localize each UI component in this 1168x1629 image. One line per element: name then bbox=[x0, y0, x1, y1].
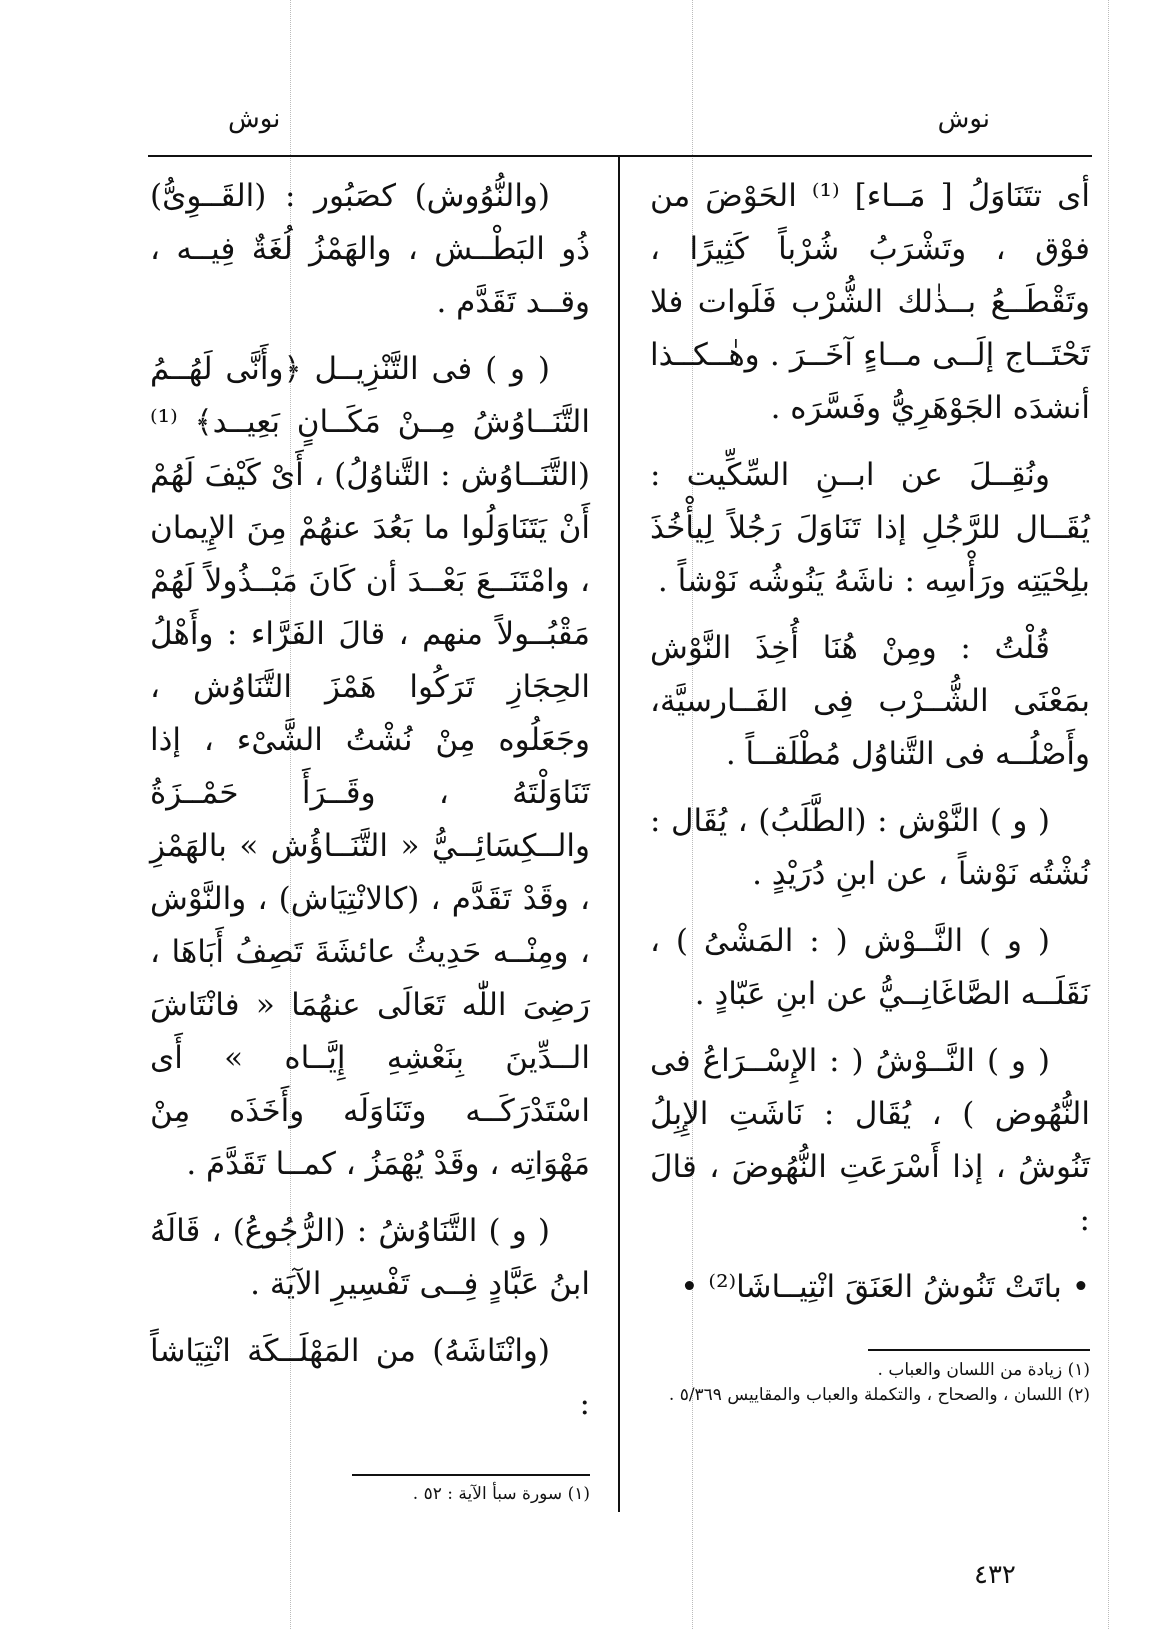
paragraph: ( و ) النَّوْش : (الطَّلَبُ) ، يُقَال : نُشْتُه نَوْشاً ، عن ابنِ دُرَيْدٍ . bbox=[650, 803, 1090, 892]
paragraph: ونُقِــلَ عن ابــنِ السِّكِّيت : يُقَــال للرَّجُلِ إذا تَنَاوَلَ رَجُلاً لِيأْخُذَ بلِحْيَتِه ورَأْسِه : ناشَهُ يَنُوشُه نَوْشاً . bbox=[650, 457, 1090, 599]
paragraph: أى تتَنَاوَلُ [ مَــاء] ⁽¹⁾ الحَوْضَ من فوْق ، وتَشْرَبُ شُرْباً كَثِيرًا ، وتَقْطَــعُ بــذٰلك الشُّرْب فَلَوات فلا تَحْتَــاج إلَــى مــاءٍ آخَــرَ . وهٰــكــذا أنشدَه الجَوْهَرِيُّ وفَسَّرَه . bbox=[650, 178, 1090, 426]
page-number: ٤٣٢ bbox=[974, 1560, 1016, 1590]
verse-line: • باتَتْ تَنُوشُ العَنَقَ انْتِيــاشَا⁽²⁾ • bbox=[680, 1269, 1090, 1305]
footnote: (١) زيادة من اللسان والعباب . bbox=[877, 1360, 1090, 1380]
column-divider bbox=[618, 157, 620, 1512]
footnote-rule bbox=[352, 1474, 590, 1476]
footnotes-left bbox=[150, 1482, 590, 1507]
running-header-left: نوش bbox=[228, 104, 281, 134]
running-header-right: نوش bbox=[937, 104, 990, 134]
footnote: (١) سورة سبأ الآية : ٥٢ . bbox=[412, 1484, 590, 1504]
paragraph: (وانْتَاشَهُ) من المَهْلَــكَة انْتِيَاشاً : bbox=[150, 1333, 590, 1422]
paragraph: ( و ) فى التَّنْزِيــل ﴿وأَنَّى لَهُــمُ التَّنَــاوُشُ مِــنْ مَكَــانٍ بَعِيــد﴾ ⁽¹⁾ (التَّنَــاوُش : التَّناوُلُ) ، أَىْ كَيْفَ لَهُمْ أَنْ يَتَنَاوَلُوا ما بَعُدَ عنهُمْ مِنَ الإِيمان ، وامْتَنَــعَ بَعْــدَ أن كَانَ مَبْــذُولاً لَهُمْ مَقْبُــولاً منهم ، قالَ الفَرَّاء : وأَهْلُ الحِجَازِ تَرَكُوا هَمْزَ التَّنَاوُش ، وجَعَلُوه مِنْ نُشْتُ الشَّىْء ، إذا تَنَاوَلْتَهُ ، وقَــرَأَ حَمْــزَةُ والــكِسَائِــيُّ « التَّنَــاؤُش » بالهَمْزِ ، وقَدْ تَقَدَّم ، (كالانْتِيَاش) ، والنَّوْش ، ومِنْــه حَدِيثُ عائشَةَ تَصِفُ أَبَاهَا ، رَضِىَ اللّٰه تَعَالَى عنهُمَا « فانْتَاشَ الــدِّينَ بِنَعْشِهِ إِيَّــاه » أَى اسْتَدْرَكَــه وتَنَاوَلَه وأَخَذَه مِنْ مَهْوَاتِه ، وقَدْ يُهْمَزُ ، كمــا تَقَدَّمَ . bbox=[150, 351, 590, 1182]
paragraph: (والنُّوُوش) كصَبُور : (القَــوِىُّ) ذُو البَطْــش ، والهَمْزُ لُغَةٌ فِيــه ، وقــد تَقَدَّم . bbox=[150, 178, 590, 320]
header-rule bbox=[148, 155, 1092, 157]
scan-artifact-line bbox=[1108, 0, 1109, 1629]
paragraph: قُلْتُ : ومِنْ هُنَا أُخِذَ النَّوْش بمَعْنَى الشُّــرْب فِى الفَــارسيَّة، وأَصْلُــه فى التَّناوُل مُطْلَقــاً . bbox=[650, 630, 1090, 772]
left-column bbox=[150, 170, 590, 1445]
paragraph: ( و ) النَّــوْشُ ( : الإِسْــرَاعُ فى النُّهُوض ) ، يُقَال : نَاشَتِ الإِبِلُ تَنُوشُ ، إذا أَسْرَعَتِ النُّهُوضَ ، قالَ : bbox=[650, 1043, 1090, 1238]
footnotes-right bbox=[650, 1358, 1090, 1408]
footnote: (٢) اللسان ، والصحاح ، والتكملة والعباب والمقاييس ٥/٣٦٩ . bbox=[668, 1385, 1090, 1405]
footnote-rule bbox=[868, 1349, 1090, 1351]
paragraph: ( و ) النَّــوْش ( : المَشْىُ ) ، نَقَلَــه الصَّاغَانِــيُّ عن ابنِ عَبّادٍ . bbox=[650, 923, 1090, 1012]
paragraph: ( و ) التَّنَاوُشُ : (الرُّجُوعُ) ، قَالَهُ ابنُ عَبَّادٍ فِــى تَفْسِيرِ الآيَة . bbox=[150, 1213, 590, 1302]
right-column bbox=[650, 170, 1090, 1328]
